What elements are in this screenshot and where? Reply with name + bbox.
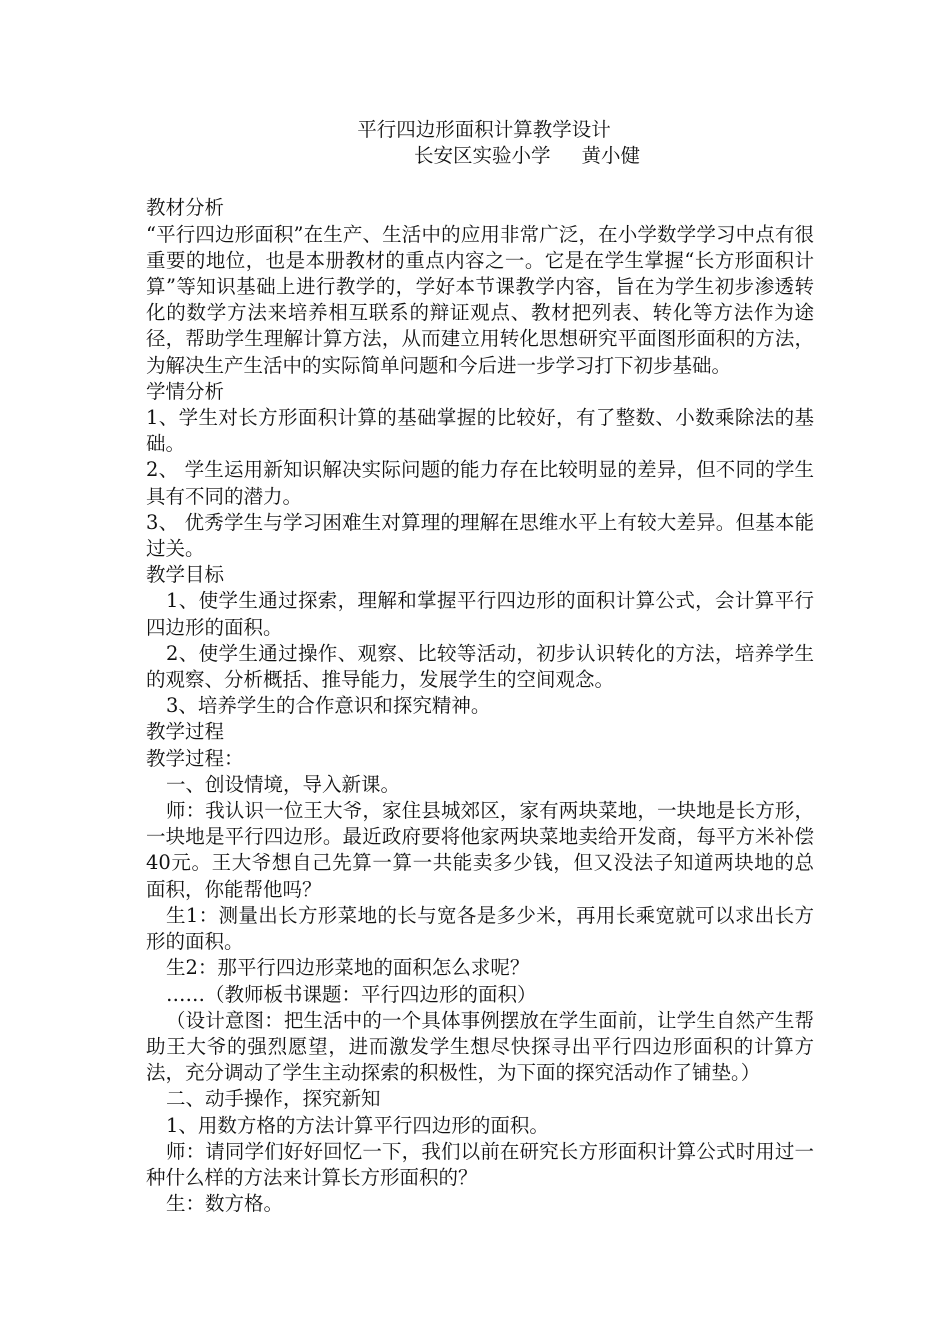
paragraph: 师：请同学们好好回忆一下，我们以前在研究长方形面积计算公式时用过一种什么样的方法来计算长方形面积的？: [146, 1139, 814, 1189]
paragraph: 3、 优秀学生与学习困难生对算理的理解在思维水平上有较大差异。但基本能过关。: [146, 510, 814, 561]
document-page: [146, 117, 814, 1217]
document-title: 平行四边形面积计算教学设计: [357, 118, 611, 141]
paragraph: 生1：测量出长方形菜地的长与宽各是多少米，再用长乘宽就可以求出长方形的面积。: [146, 903, 814, 954]
paragraph: 生：数方格。: [166, 1192, 284, 1216]
paragraph: 1、用数方格的方法计算平行四边形的面积。: [166, 1113, 549, 1137]
document-author: 长安区实验小学 黄小健: [414, 144, 640, 168]
section-heading-teaching-process: 教学过程: [146, 720, 225, 744]
paragraph: 1、学生对长方形面积计算的基础掌握的比较好，有了整数、小数乘除法的基础。: [146, 406, 814, 456]
paragraph: ……（教师板书课题：平行四边形的面积）: [166, 982, 537, 1006]
paragraph: 1、使学生通过探索，理解和掌握平行四边形的面积计算公式，会计算平行四边形的面积。: [146, 589, 814, 639]
paragraph: （设计意图：把生活中的一个具体事例摆放在学生面前，让学生自然产生帮助王大爷的强烈愿望，进而激发学生想尽快探寻出平行四边形面积的计算方法，充分调动了学生主动探索的积极性，为下面的探究活动作了铺垫。）: [146, 1008, 814, 1085]
section-heading-teaching-goals: 教学目标: [146, 563, 225, 587]
paragraph: 2、 学生运用新知识解决实际问题的能力存在比较明显的差异，但不同的学生具有不同的潜力。: [146, 458, 814, 508]
subheading-teaching-process: 教学过程：: [146, 746, 244, 770]
paragraph: 师：我认识一位王大爷，家住县城郊区，家有两块菜地，一块地是长方形，一块地是平行四边形。最近政府要将他家两块菜地卖给开发商，每平方米补偿40元。王大爷想自己先算一算一共能卖多少钱，但又没法子知道两块地的总面积，你能帮他吗？: [146, 799, 814, 901]
paragraph: 生2：那平行四边形菜地的面积怎么求呢？: [166, 956, 530, 980]
paragraph: 2、使学生通过操作、观察、比较等活动，初步认识转化的方法，培养学生的观察、分析概括、推导能力，发展学生的空间观念。: [146, 641, 814, 692]
paragraph: 一、创设情境，导入新课。: [166, 772, 401, 796]
section-heading-textbook-analysis: 教材分析: [146, 196, 225, 220]
section-heading-student-analysis: 学情分析: [146, 379, 225, 403]
paragraph: “平行四边形面积”在生产、生活中的应用非常广泛，在小学数学学习中点有很重要的地位，也是本册教材的重点内容之一。它是在学生掌握“长方形面积计算”等知识基础上进行教学的，学好本节课教学内容，旨在为学生初步渗透转化的数学方法来培养相互联系的辩证观点、教材把列表、转化等方法作为途径，帮助学生理解计算方法，从而建立用转化思想研究平面图形面积的方法，为解决生产生活中的实际简单问题和今后进一步学习打下初步基础。: [146, 222, 814, 377]
paragraph: 二、动手操作，探究新知: [166, 1087, 381, 1111]
paragraph: 3、培养学生的合作意识和探究精神。: [166, 694, 491, 718]
